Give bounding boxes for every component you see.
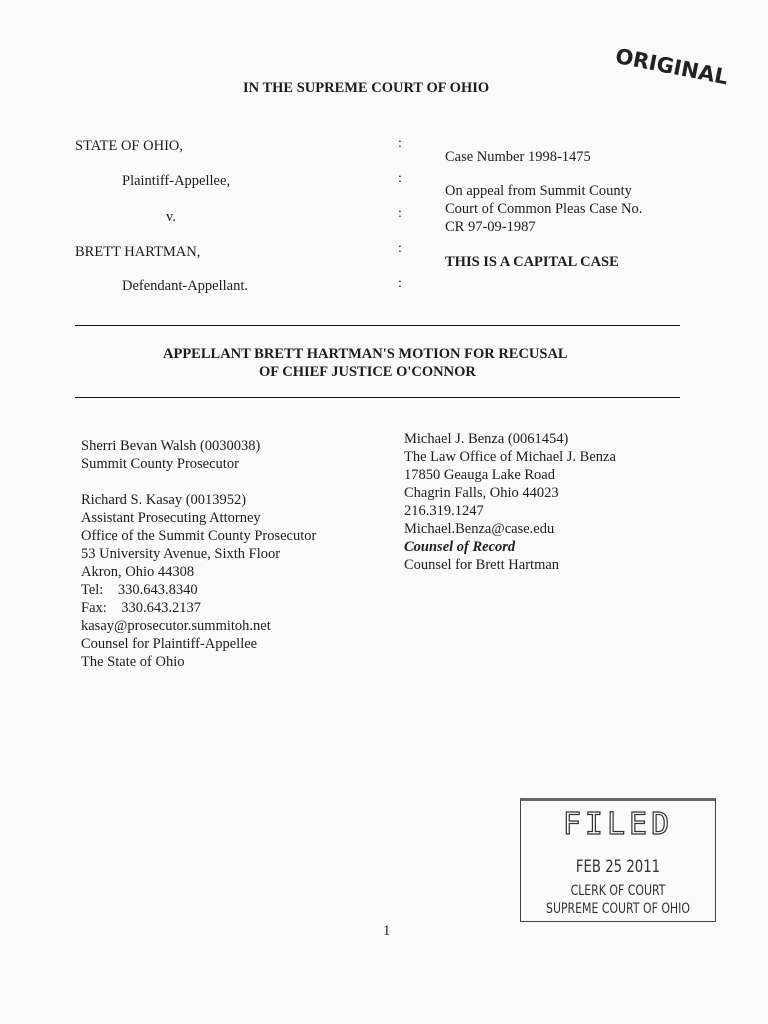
- defense-line: Michael J. Benza (0061454): [404, 431, 569, 447]
- filed-word: FILED: [562, 807, 674, 842]
- defense-line: The Law Office of Michael J. Benza: [404, 449, 616, 465]
- prosecution-line: The State of Ohio: [81, 654, 185, 670]
- prosecution-line: Assistant Prosecuting Attorney: [81, 510, 261, 526]
- defendant-role: Defendant-Appellant.: [122, 278, 249, 294]
- filed-date: FEB 25 2011: [575, 857, 661, 877]
- prosecution-spacer: [81, 473, 316, 491]
- defense-line: 216.319.1247: [404, 503, 484, 519]
- defense-line: Michael.Benza@case.edu: [404, 521, 555, 537]
- caption-colon: :: [398, 241, 402, 256]
- prosecution-line: Fax: 330.643.2137: [81, 600, 202, 616]
- caption-colon: :: [398, 171, 402, 186]
- page-number: 1: [383, 923, 391, 939]
- prosecution-counsel-block: [81, 437, 316, 671]
- plaintiff-name: STATE OF OHIO,: [75, 138, 183, 154]
- counsel-of-record: Counsel of Record: [404, 539, 516, 555]
- filed-stamp: [520, 798, 716, 922]
- divider-top: [75, 325, 680, 326]
- prosecution-line: Summit County Prosecutor: [81, 456, 239, 472]
- prosecution-line: Akron, Ohio 44308: [81, 564, 195, 580]
- plaintiff-role: Plaintiff-Appellee,: [122, 173, 231, 189]
- defendant-name: BRETT HARTMAN,: [75, 244, 201, 260]
- motion-title-line-2: OF CHIEF JUSTICE O'CONNOR: [259, 364, 476, 380]
- defense-line: Counsel for Brett Hartman: [404, 557, 560, 573]
- caption-colon: :: [398, 276, 402, 291]
- appeal-line-2: Court of Common Pleas Case No.: [445, 201, 643, 217]
- appeal-line-1: On appeal from Summit County: [445, 183, 632, 199]
- capital-case-notice: THIS IS A CAPITAL CASE: [445, 254, 619, 270]
- motion-title-line-1: APPELLANT BRETT HARTMAN'S MOTION FOR RECUSAL: [163, 346, 568, 362]
- case-number: Case Number 1998-1475: [445, 149, 591, 165]
- original-stamp: ORIGINAL: [613, 44, 731, 90]
- filed-clerk: CLERK OF COURT: [570, 883, 666, 899]
- defense-counsel-block: [404, 430, 616, 574]
- divider-bottom: [75, 397, 680, 398]
- defense-line: 17850 Geauga Lake Road: [404, 467, 555, 483]
- prosecution-line: Tel: 330.643.8340: [81, 582, 198, 598]
- defense-line: Chagrin Falls, Ohio 44023: [404, 485, 559, 501]
- prosecution-line: kasay@prosecutor.summitoh.net: [81, 618, 271, 634]
- prosecution-line: Sherri Bevan Walsh (0030038): [81, 438, 261, 454]
- appeal-line-3: CR 97-09-1987: [445, 219, 536, 235]
- prosecution-line: Counsel for Plaintiff-Appellee: [81, 636, 258, 652]
- caption-colon: :: [398, 206, 402, 221]
- filed-court: SUPREME COURT OF OHIO: [546, 901, 690, 917]
- prosecution-line: Richard S. Kasay (0013952): [81, 492, 247, 508]
- court-title: IN THE SUPREME COURT OF OHIO: [243, 80, 490, 96]
- prosecution-line: Office of the Summit County Prosecutor: [81, 528, 317, 544]
- versus: v.: [166, 209, 176, 225]
- caption-colon: :: [398, 136, 402, 151]
- prosecution-line: 53 University Avenue, Sixth Floor: [81, 546, 281, 562]
